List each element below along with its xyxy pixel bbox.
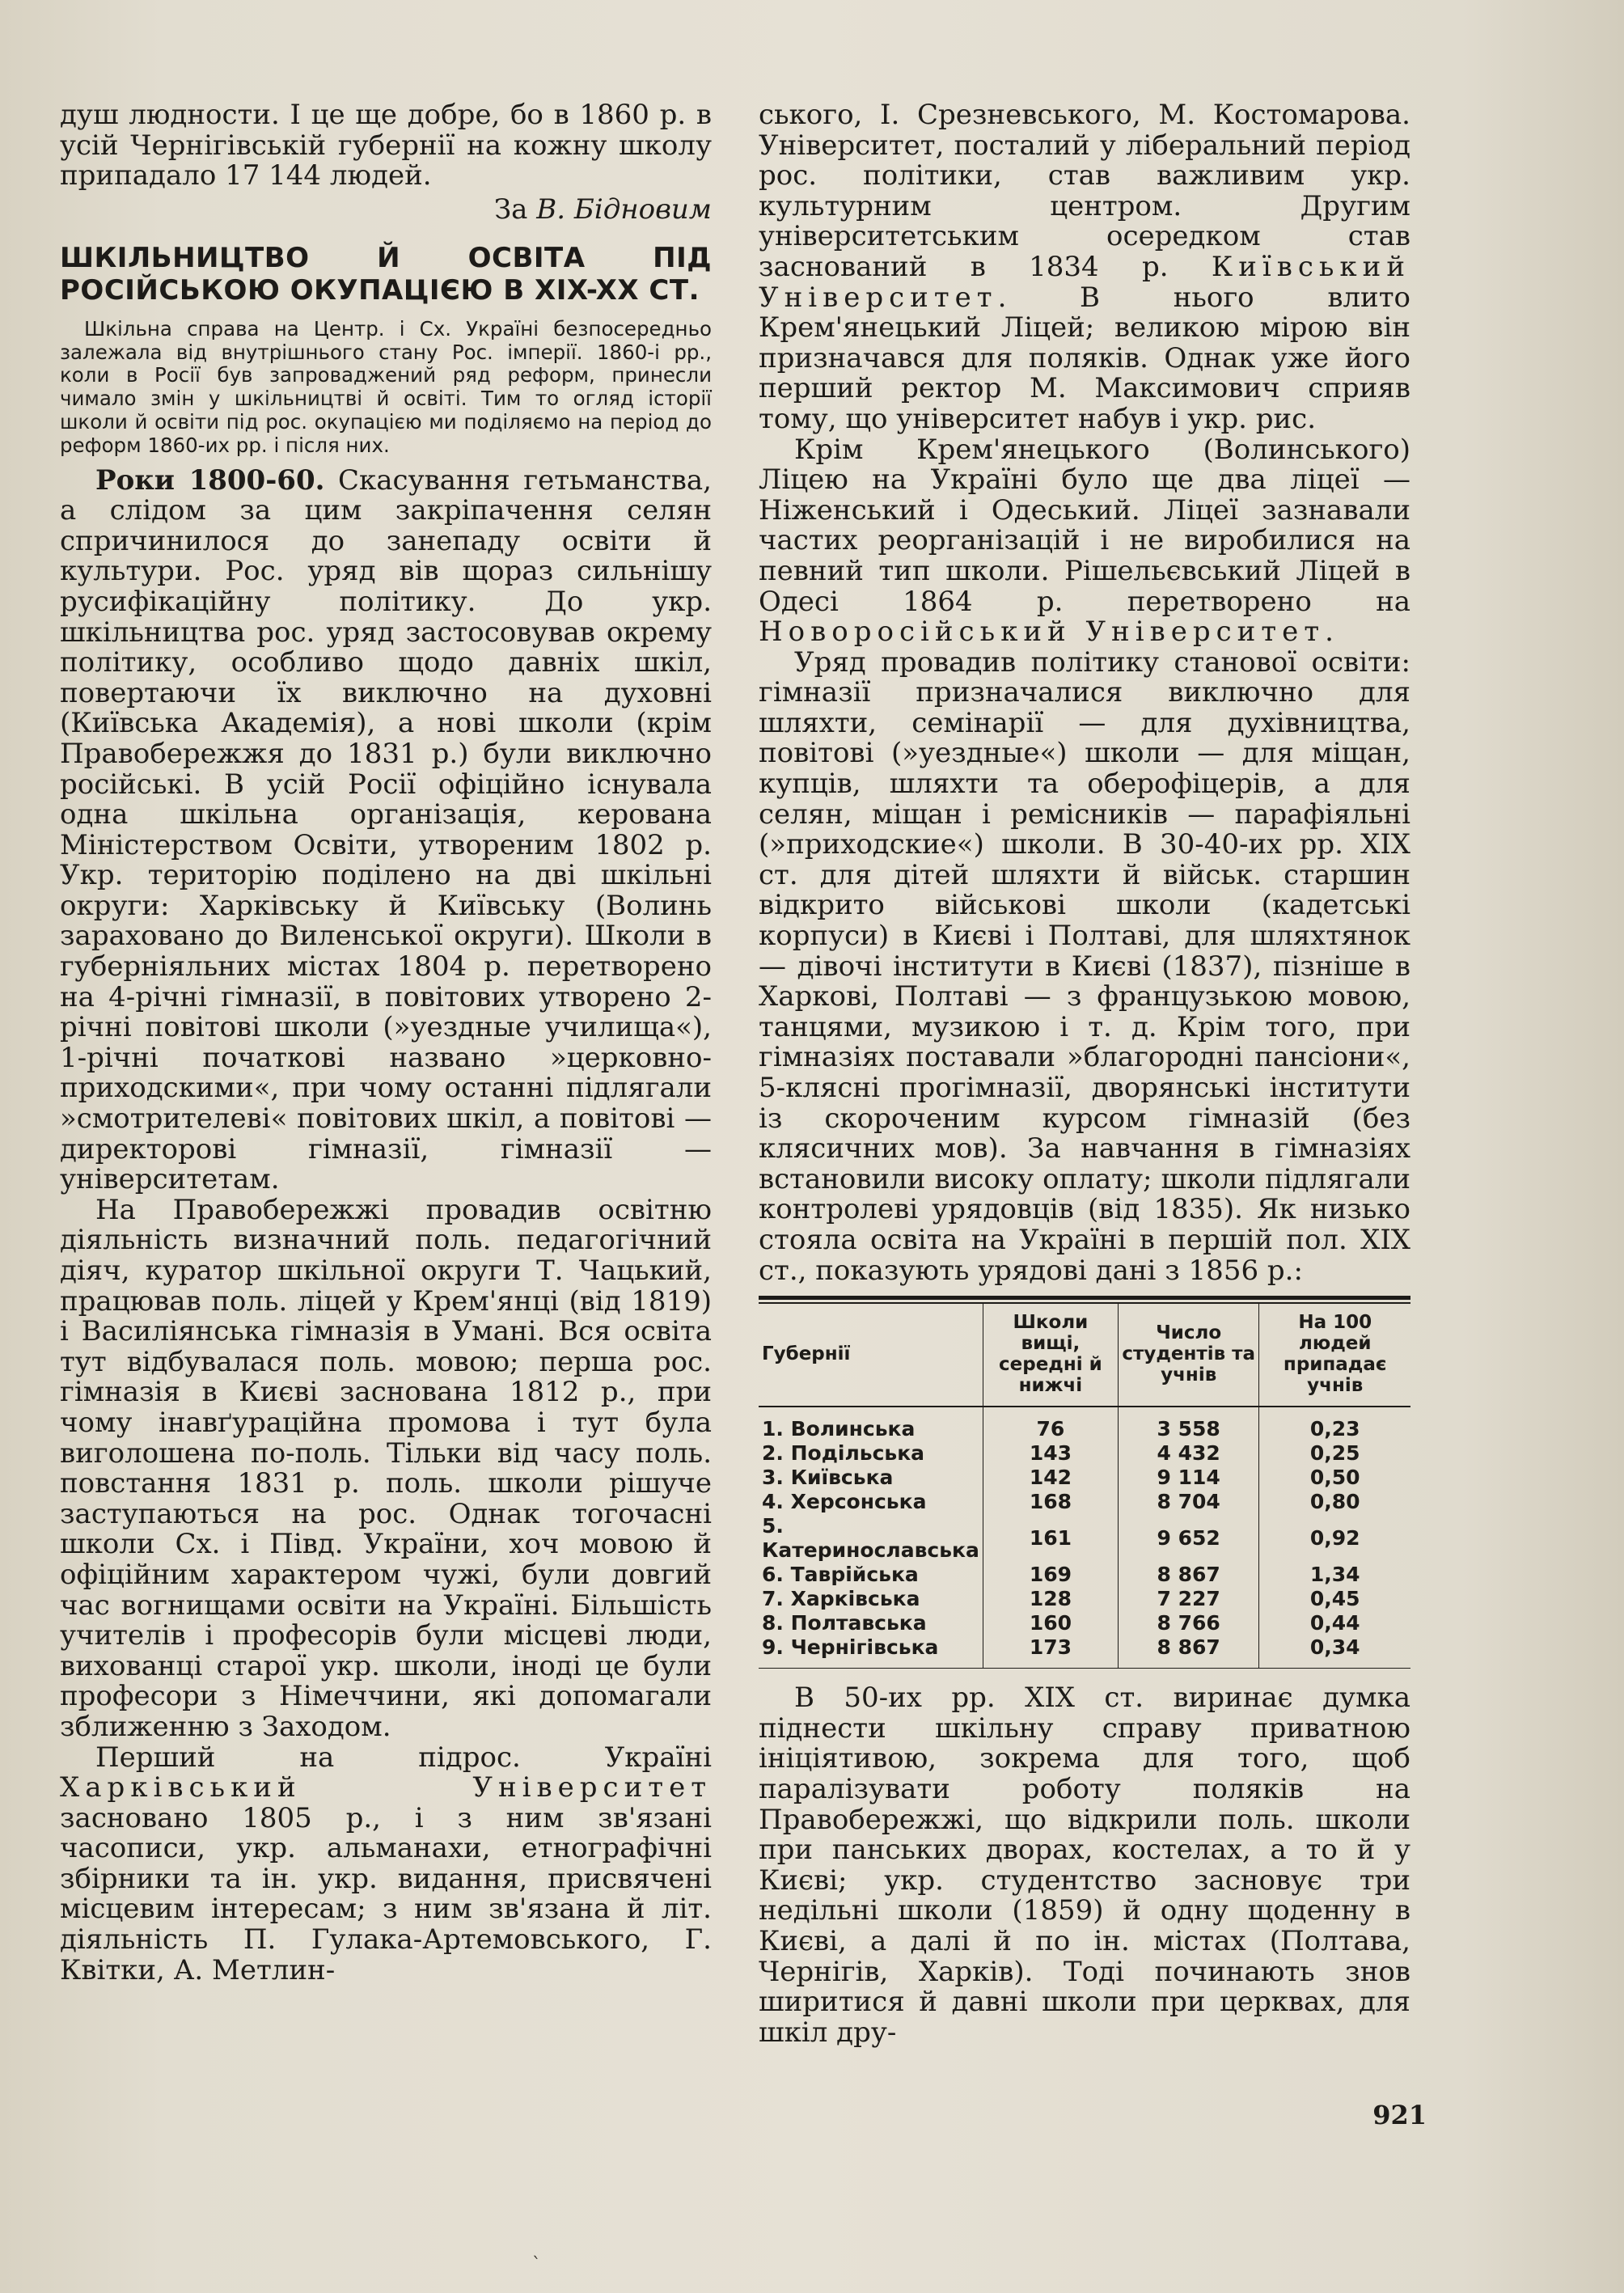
spaced-term: Новоросійський Університет [759, 616, 1326, 649]
attribution: За В. Бідновим [493, 192, 712, 226]
table-cell: 168 [983, 1490, 1118, 1514]
table-cell: 160 [983, 1611, 1118, 1635]
section-heading: ШКІЛЬНИЦТВО Й ОСВІТА ПІД РОСІЙСЬКОЮ ОКУПАЦІЄЮ В XIX-XX СТ. [60, 241, 712, 307]
table-row [759, 1441, 1410, 1466]
spaced-term: Київський Університет [759, 250, 1410, 314]
paragraph: Роки 1800-60. Скасування гетьманства, а слідом за цим закріпачення селян спричинилося до занепаду освіти й культури. Рос. уряд вів щораз сильнішу русифікаційну політику. До укр. шкільництва рос. уряд застосовував окрему політику, особливо щодо давніх шкіл, повертаючи їх виключно на духовні (Київська Академія), а нові школи (крім Правобережжя до 1831 р.) були виключно російські. В усій Росії офіційно існувала одна шкільна організація, керована Міністерством Освіти, утвореним 1802 р. Укр. територію поділено на дві шкільні округи: Харківську й Київську (Волинь зараховано до Виленської округи). Школи в губерніяльних містах 1804 р. перетворено на 4-річні гімназії, в повітових утворено 2-річні повітові школи (»уездные училища«), 1-річні початкові названо »церковно-приходскими«, при чому останні підлягали »смотрителеві« повітових шкіл, а повітові — директорові гімназії, гімназії — університетам. [60, 463, 712, 1196]
table-cell: 3 558 [1118, 1407, 1259, 1441]
table-cell: 0,92 [1259, 1514, 1410, 1563]
paragraph: На Правобережжі провадив освітню діяльність визначний поль. педагогічний діяч, куратор шкільної округи Т. Чацький, працював поль. ліцей у Крем'янці (від 1819) і Василіянська гімназія в Умані. Вся освіта тут відбувалася поль. мовою; перша рос. гімназія в Києві заснована 1812 р., при чому інавґураційна промова і тут була виголошена по-поль. Тільки від часу поль. повстання 1831 р. поль. школи рішуче заступаються на рос. Однак тогочасні школи Сх. і Півд. України, хоч мовою й офіційним характером чужі, були довгий час вогнищами освіти на Україні. Більшість учителів і професорів були місцеві люди, вихованці старої укр. школи, іноді це були професори з Німеччини, які допомагали зближенню з Заходом. [60, 1193, 712, 1743]
paragraph: В 50-их рр. XIX ст. виринає думка піднести шкільну справу приватною ініціятивою, зокрема для того, щоб паралізувати роботу поляків на Правобережжі, що відкрили поль. школи при панських дворах, костелах, а то й у Києві; укр. студентство засновує три недільні школи (1859) й одну щоденну в Києві, а далі й по ін. містах (Полтава, Чернігів, Харків). Тоді починають знов ширитися й давні школи при церквах, для шкіл дру- [759, 1682, 1410, 2049]
table-cell: 143 [983, 1441, 1118, 1466]
table-cell: 7 227 [1118, 1587, 1259, 1611]
table-cell: 8 766 [1118, 1611, 1259, 1635]
table-cell: 169 [983, 1563, 1118, 1587]
table-cell-region: 1. Волинська [762, 1417, 916, 1441]
table-cell: 0,50 [1259, 1466, 1410, 1490]
table-header-row [759, 1304, 1410, 1407]
paragraph: ського, І. Срезневського, М. Костомарова. Університет, посталий у ліберальний період рос. політики, став важливим укр. культурним центром. Другим університетським осередком став заснований в 1834 р. Київський Університет. В нього влито Крем'янецький Ліцей; великою мірою він призначався для поляків. Однак уже його перший ректор М. Максимович сприяв тому, що університет набув і укр. рис. [759, 99, 1410, 435]
table-row [759, 1563, 1410, 1587]
table-cell: 4 432 [1118, 1441, 1259, 1466]
paragraph: Уряд провадив політику станової освіти: гімназії призначалися виключно для шляхти, семінарії — для духівництва, повітові (»уездные«) школи — для міщан, купців, шляхти та оберофіцерів, а для селян, міщан і ремісників — парафіяльні (»приходские«) школи. В 30-40-их рр. XIX ст. для дітей шляхти й військ. старшин відкрито військові школи (кадетські корпуси) в Києві і Полтаві, для шляхтянок — дівочі інститути в Києві (1837), пізніше в Харкові, Полтаві — з французькою мовою, танцями, музикою і т. д. Крім того, при гімназіях поставали »благородні пансіони«, 5-клясні прогімназії, дворянські інститути із скороченим курсом гімназій (без клясичних мов). За навчання в гімназіях встановили високу оплату; школи підлягали контролеві урядовців (від 1835). Як низько стояла освіта на Україні в першій пол. XIX ст., показують урядові дані з 1856 р.: [759, 645, 1410, 1287]
table-cell: 1,34 [1259, 1563, 1410, 1587]
paragraph: Крім Крем'янецького (Волинського) Ліцею на Україні було ще два ліцеї — Ніженський і Одеський. Ліцеї зазнавали частих реорганізацій і не виробилися на певний тип школи. Рішельєвський Ліцей в Одесі 1864 р. перетворено на Новоросійський Університет. [759, 433, 1410, 649]
paragraph: Перший на підрос. Україні Харківський Університет засновано 1805 р., і з ним зв'язані часописи, укр. альманахи, етнографічні збірники та ін. укр. видання, присвячені місцевим інтересам; з ним зв'язана й літ. діяльність П. Гулака-Артемовського, Г. Квітки, А. Метлин- [60, 1741, 712, 1986]
attribution-author: В. Біднов [536, 192, 671, 226]
column-header: На 100 людей припадає учнів [1259, 1304, 1410, 1407]
table-cell: 173 [983, 1635, 1118, 1668]
table-cell: 8 704 [1118, 1490, 1259, 1514]
table-cell: 0,80 [1259, 1490, 1410, 1514]
table-cell: 128 [983, 1587, 1118, 1611]
table-cell: 9 652 [1118, 1514, 1259, 1563]
table-cell: 0,23 [1259, 1407, 1410, 1441]
table-row [759, 1514, 1410, 1563]
right-column [759, 100, 1410, 2048]
table-body [759, 1407, 1410, 1668]
table-row [759, 1490, 1410, 1514]
page-number: 921 [1372, 2100, 1427, 2130]
table-row [759, 1587, 1410, 1611]
table-cell: 9 114 [1118, 1466, 1259, 1490]
statistics-table [759, 1296, 1410, 1669]
section-intro: Шкільна справа на Центр. і Сх. Україні безпосередньо залежала від внутрішнього стану Рос. імперії. 1860-і рр., коли в Росії був запроваджений ряд реформ, принесли чимало змін у шкільництві й освіті. Тим то огляд історії школи й освіти під рос. окупацією ми поділяємо на період до реформ 1860-их рр. і після них. [60, 316, 712, 457]
spaced-term: Харківський Університет [60, 1771, 712, 1804]
table-cell-region: 3. Київська [762, 1466, 894, 1490]
table-row [759, 1466, 1410, 1490]
table-cell: 8 867 [1118, 1635, 1259, 1668]
table-cell-region: 5. Катеринославська [762, 1514, 979, 1563]
table-cell-region: 8. Полтавська [762, 1611, 927, 1635]
column-header: Губернії [762, 1343, 851, 1365]
table-cell: 0,34 [1259, 1635, 1410, 1668]
paragraph: душ людности. І це ще добре, бо в 1860 р. в усій Чернігівській губернії на кожну школу припадало 17 144 людей. [60, 99, 712, 192]
table-rule [759, 1668, 1410, 1669]
left-column [60, 100, 712, 1986]
run-in-heading: Роки 1800-60. [95, 463, 325, 497]
table-cell-region: 2. Подільська [762, 1441, 925, 1466]
table-row [759, 1635, 1410, 1668]
table-cell: 0,44 [1259, 1611, 1410, 1635]
stray-mark: ` [532, 2255, 541, 2275]
table-row [759, 1407, 1410, 1441]
table-cell-region: 7. Харківська [762, 1587, 920, 1611]
table-cell: 76 [983, 1407, 1118, 1441]
column-header: Число студентів та учнів [1118, 1304, 1259, 1407]
table-cell-region: 6. Таврійська [762, 1563, 919, 1587]
table-cell: 0,25 [1259, 1441, 1410, 1466]
table-cell: 142 [983, 1466, 1118, 1490]
table-cell: 161 [983, 1514, 1118, 1563]
table-cell: 0,45 [1259, 1587, 1410, 1611]
table-cell-region: 4. Херсонська [762, 1490, 927, 1514]
table-cell: 8 867 [1118, 1563, 1259, 1587]
table-rule [759, 1296, 1410, 1300]
table-row [759, 1611, 1410, 1635]
table-cell-region: 9. Чернігівська [762, 1635, 939, 1660]
column-header: Школи вищі, середні й нижчі [983, 1304, 1118, 1407]
